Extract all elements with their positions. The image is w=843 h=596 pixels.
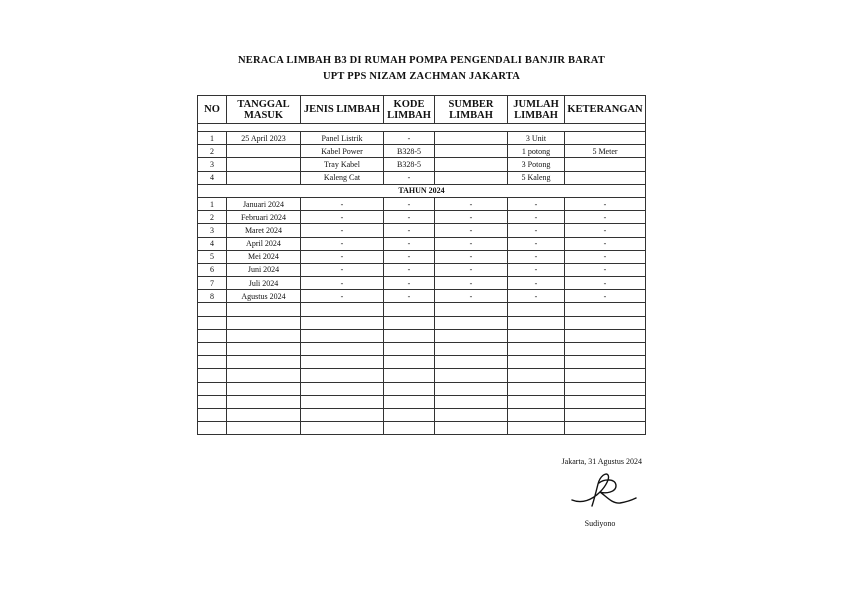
empty-cell <box>301 316 384 329</box>
cell-jumlah: - <box>508 237 565 250</box>
cell-jenis: Tray Kabel <box>301 158 384 171</box>
cell-no: 3 <box>198 224 227 237</box>
cell-jenis: - <box>301 263 384 276</box>
empty-cell <box>384 369 435 382</box>
cell-keterangan: 5 Meter <box>565 145 646 158</box>
empty-row <box>198 303 646 316</box>
empty-cell <box>565 356 646 369</box>
empty-cell <box>301 303 384 316</box>
cell-tanggal: Mei 2024 <box>227 250 301 263</box>
empty-cell <box>565 395 646 408</box>
cell-keterangan <box>565 171 646 184</box>
cell-no: 3 <box>198 158 227 171</box>
empty-cell <box>565 316 646 329</box>
cell-kode: B328-5 <box>384 145 435 158</box>
empty-row <box>198 356 646 369</box>
cell-no: 6 <box>198 263 227 276</box>
empty-cell <box>301 408 384 421</box>
header-keterangan: KETERANGAN <box>565 96 646 124</box>
empty-cell <box>565 329 646 342</box>
header-no: NO <box>198 96 227 124</box>
cell-jumlah: 3 Unit <box>508 132 565 145</box>
empty-cell <box>198 356 227 369</box>
waste-balance-table <box>197 95 646 435</box>
cell-jenis: Kabel Power <box>301 145 384 158</box>
empty-cell <box>198 329 227 342</box>
table-row <box>198 250 646 263</box>
empty-cell <box>384 395 435 408</box>
document-subtitle: UPT PPS NIZAM ZACHMAN JAKARTA <box>323 71 520 82</box>
empty-cell <box>565 422 646 435</box>
table-row <box>198 158 646 171</box>
empty-cell <box>198 382 227 395</box>
table-row <box>198 197 646 210</box>
cell-jumlah: 5 Kaleng <box>508 171 565 184</box>
empty-cell <box>508 408 565 421</box>
empty-cell <box>198 343 227 356</box>
cell-tanggal: Juni 2024 <box>227 263 301 276</box>
cell-jumlah: - <box>508 290 565 303</box>
empty-cell <box>508 395 565 408</box>
cell-no: 7 <box>198 277 227 290</box>
cell-sumber: - <box>435 263 508 276</box>
cell-keterangan: - <box>565 197 646 210</box>
empty-cell <box>508 329 565 342</box>
cell-no: 1 <box>198 132 227 145</box>
cell-jenis: - <box>301 290 384 303</box>
cell-jenis: - <box>301 237 384 250</box>
cell-sumber: - <box>435 237 508 250</box>
empty-cell <box>227 408 301 421</box>
cell-kode: - <box>384 237 435 250</box>
cell-jenis: Kaleng Cat <box>301 171 384 184</box>
empty-row <box>198 316 646 329</box>
empty-cell <box>301 382 384 395</box>
empty-cell <box>227 382 301 395</box>
table-row <box>198 224 646 237</box>
empty-row <box>198 369 646 382</box>
empty-row <box>198 343 646 356</box>
empty-cell <box>435 422 508 435</box>
cell-kode: - <box>384 250 435 263</box>
cell-keterangan <box>565 158 646 171</box>
cell-keterangan: - <box>565 237 646 250</box>
cell-tanggal: Maret 2024 <box>227 224 301 237</box>
cell-tanggal <box>227 171 301 184</box>
cell-keterangan <box>565 132 646 145</box>
cell-kode: - <box>384 224 435 237</box>
empty-cell <box>227 422 301 435</box>
empty-cell <box>384 408 435 421</box>
empty-cell <box>227 316 301 329</box>
cell-keterangan: - <box>565 277 646 290</box>
table-row <box>198 263 646 276</box>
cell-kode: B328-5 <box>384 158 435 171</box>
cell-jumlah: - <box>508 224 565 237</box>
empty-cell <box>198 422 227 435</box>
empty-cell <box>384 382 435 395</box>
place-date: Jakarta, 31 Agustus 2024 <box>561 457 642 466</box>
header-kode-limbah: KODE LIMBAH <box>384 96 435 124</box>
table-row <box>198 290 646 303</box>
empty-cell <box>198 303 227 316</box>
table-row <box>198 171 646 184</box>
cell-sumber: - <box>435 290 508 303</box>
empty-cell <box>435 303 508 316</box>
cell-no: 5 <box>198 250 227 263</box>
empty-cell <box>384 343 435 356</box>
cell-sumber <box>435 158 508 171</box>
cell-tanggal: Februari 2024 <box>227 211 301 224</box>
empty-cell <box>435 395 508 408</box>
cell-sumber <box>435 132 508 145</box>
empty-cell <box>435 382 508 395</box>
empty-cell <box>508 303 565 316</box>
cell-kode: - <box>384 263 435 276</box>
empty-cell <box>508 422 565 435</box>
cell-jenis: - <box>301 197 384 210</box>
empty-cell <box>301 422 384 435</box>
cell-jumlah: 3 Potong <box>508 158 565 171</box>
cell-tanggal <box>227 145 301 158</box>
cell-jumlah: - <box>508 277 565 290</box>
empty-cell <box>508 382 565 395</box>
cell-keterangan: - <box>565 211 646 224</box>
empty-cell <box>198 395 227 408</box>
cell-keterangan: - <box>565 250 646 263</box>
cell-tanggal: Juli 2024 <box>227 277 301 290</box>
empty-cell <box>227 395 301 408</box>
year-header: TAHUN 2024 <box>198 184 646 197</box>
table-row <box>198 211 646 224</box>
empty-cell <box>508 316 565 329</box>
cell-kode: - <box>384 290 435 303</box>
empty-cell <box>227 303 301 316</box>
empty-row <box>198 422 646 435</box>
empty-cell <box>508 343 565 356</box>
empty-cell <box>301 343 384 356</box>
cell-sumber: - <box>435 224 508 237</box>
cell-no: 1 <box>198 197 227 210</box>
empty-cell <box>565 408 646 421</box>
cell-jenis: - <box>301 250 384 263</box>
empty-cell <box>301 329 384 342</box>
empty-cell <box>565 382 646 395</box>
cell-no: 4 <box>198 237 227 250</box>
table-header-row <box>198 96 646 124</box>
header-jenis-limbah: JENIS LIMBAH <box>301 96 384 124</box>
empty-cell <box>227 356 301 369</box>
cell-keterangan: - <box>565 263 646 276</box>
year-header-row <box>198 184 646 197</box>
cell-tanggal: Agustus 2024 <box>227 290 301 303</box>
signature-image <box>570 470 640 512</box>
cell-no: 2 <box>198 145 227 158</box>
empty-cell <box>565 343 646 356</box>
header-sumber-limbah: SUMBER LIMBAH <box>435 96 508 124</box>
cell-jenis: - <box>301 224 384 237</box>
cell-jenis: Panel Listrik <box>301 132 384 145</box>
cell-sumber <box>435 171 508 184</box>
cell-sumber: - <box>435 197 508 210</box>
document-title: NERACA LIMBAH B3 DI RUMAH POMPA PENGENDALI BANJIR BARAT <box>237 55 606 66</box>
empty-cell <box>384 303 435 316</box>
cell-sumber: - <box>435 250 508 263</box>
cell-keterangan: - <box>565 290 646 303</box>
cell-jenis: - <box>301 211 384 224</box>
empty-cell <box>198 316 227 329</box>
cell-jumlah: - <box>508 263 565 276</box>
empty-row <box>198 382 646 395</box>
empty-cell <box>384 316 435 329</box>
empty-cell <box>227 329 301 342</box>
empty-cell <box>384 422 435 435</box>
spacer-row <box>198 124 646 132</box>
cell-kode: - <box>384 171 435 184</box>
cell-no: 2 <box>198 211 227 224</box>
empty-cell <box>565 369 646 382</box>
signer-name: Sudiyono <box>584 519 616 528</box>
table-row <box>198 132 646 145</box>
cell-kode: - <box>384 197 435 210</box>
empty-cell <box>435 343 508 356</box>
cell-kode: - <box>384 277 435 290</box>
empty-cell <box>198 408 227 421</box>
cell-jumlah: - <box>508 250 565 263</box>
empty-cell <box>565 303 646 316</box>
empty-cell <box>435 316 508 329</box>
empty-cell <box>435 369 508 382</box>
table-row <box>198 277 646 290</box>
cell-sumber: - <box>435 211 508 224</box>
cell-keterangan: - <box>565 224 646 237</box>
empty-cell <box>227 369 301 382</box>
empty-cell <box>301 395 384 408</box>
cell-jenis: - <box>301 277 384 290</box>
table-row <box>198 237 646 250</box>
cell-no: 8 <box>198 290 227 303</box>
empty-cell <box>301 369 384 382</box>
empty-cell <box>508 356 565 369</box>
cell-no: 4 <box>198 171 227 184</box>
empty-cell <box>435 329 508 342</box>
cell-jumlah: - <box>508 197 565 210</box>
empty-row <box>198 395 646 408</box>
header-tanggal-masuk: TANGGAL MASUK <box>227 96 301 124</box>
cell-tanggal: 25 April 2023 <box>227 132 301 145</box>
empty-cell <box>384 356 435 369</box>
cell-tanggal: April 2024 <box>227 237 301 250</box>
empty-row <box>198 408 646 421</box>
cell-sumber: - <box>435 277 508 290</box>
cell-sumber <box>435 145 508 158</box>
table-row <box>198 145 646 158</box>
empty-cell <box>198 369 227 382</box>
cell-kode: - <box>384 132 435 145</box>
cell-jumlah: - <box>508 211 565 224</box>
empty-cell <box>435 356 508 369</box>
empty-cell <box>435 408 508 421</box>
cell-jumlah: 1 potong <box>508 145 565 158</box>
empty-row <box>198 329 646 342</box>
empty-cell <box>508 369 565 382</box>
cell-tanggal <box>227 158 301 171</box>
empty-cell <box>227 343 301 356</box>
cell-tanggal: Januari 2024 <box>227 197 301 210</box>
empty-cell <box>301 356 384 369</box>
cell-kode: - <box>384 211 435 224</box>
header-jumlah-limbah: JUMLAH LIMBAH <box>508 96 565 124</box>
empty-cell <box>384 329 435 342</box>
